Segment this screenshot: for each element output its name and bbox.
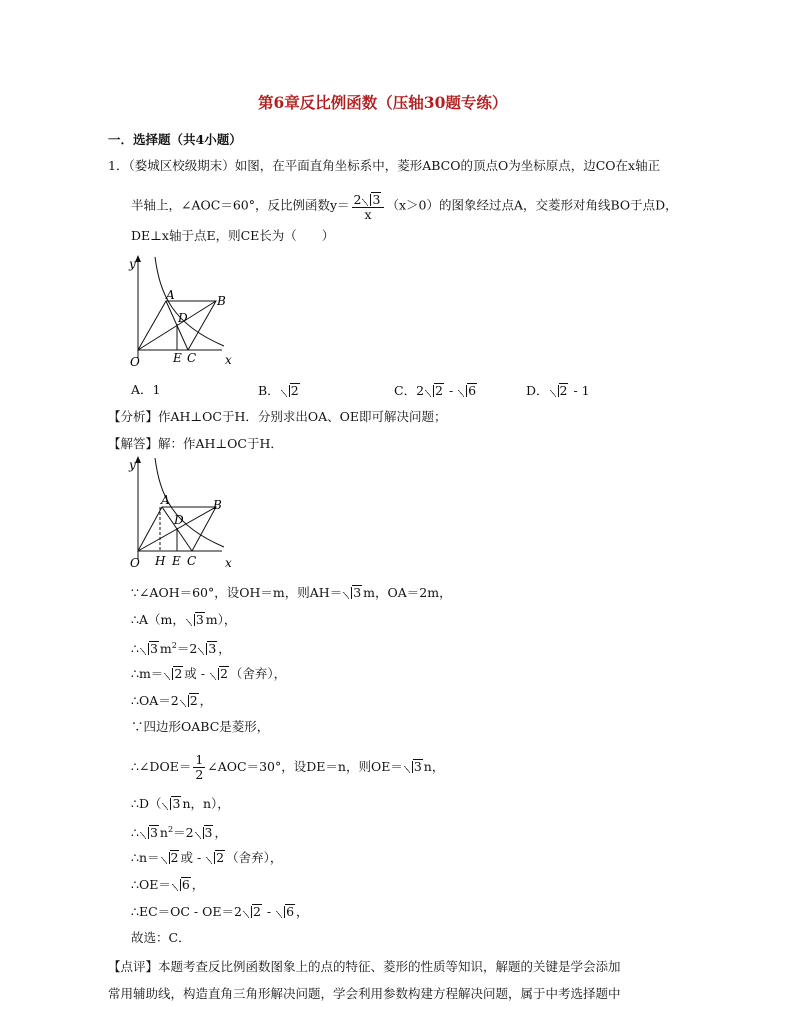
step-4: ∴m＝ 2 或 - 2 （舍弃），: [131, 666, 287, 681]
figure-rhombus-1: [124, 254, 239, 372]
analysis-text: 【分析】作AH⊥OC于H．分别求出OA、OE即可解决问题；: [108, 409, 447, 424]
fig1-label-x: x: [225, 353, 232, 367]
step-11: ∴OE＝ 6 ，: [131, 877, 205, 892]
function-fraction: $\frac{2 3}{x}$: [352, 190, 385, 222]
fig1-label-o: O: [130, 355, 140, 369]
step-7: ∴∠DOE＝ $\frac{1}{2}$ ∠AOC＝30°，设DE＝n，则OE＝ 3 n，: [131, 752, 445, 782]
comment-line-2: 常用辅助线，构造直角三角形解决问题，学会利用参数构建方程解决问题，属于中考选择题中: [108, 986, 621, 1001]
fig2-label-o: O: [130, 556, 140, 570]
choice-b: B． 2: [258, 383, 299, 398]
fig1-label-a: A: [166, 288, 175, 302]
fig2-label-y: y: [129, 458, 136, 472]
step-10: ∴n＝ 2 或 - 2 （舍弃），: [131, 850, 283, 865]
fig1-label-c: C: [187, 351, 197, 365]
fig1-label-d: D: [178, 311, 188, 325]
choice-d: D． 2 - 1: [526, 383, 590, 398]
fig2-label-c: C: [187, 554, 197, 568]
fig1-label-y: y: [129, 257, 136, 271]
fig2-label-a: A: [161, 493, 170, 507]
fig2-label-x: x: [225, 556, 232, 570]
fig1-label-b: B: [217, 294, 226, 308]
step-3: ∴ 3 $m^2=2$ 3 ，: [131, 641, 231, 657]
fig2-label-e: E: [172, 554, 181, 568]
step-1: ∵∠AOH＝60°，设OH＝m，则AH＝ 3 m，OA＝2m，: [131, 585, 452, 600]
question-line-2: 半轴上，∠AOC＝60°，反比例函数y＝ $\frac{2 3}{x}$ （x＞0）的图象经过点A，交菱形对角线BO于点D，: [131, 192, 678, 222]
question-line-3: DE⊥x轴于点E，则CE长为（ ）: [131, 228, 335, 243]
step-2: ∴A（m， 3 m），: [131, 612, 237, 627]
fig1-label-e: E: [173, 351, 182, 365]
page-title: 第6章反比例函数（压轴30题专练）: [258, 93, 508, 112]
question-line-1: 1．（婺城区校级期末）如图，在平面直角坐标系中，菱形ABCO的顶点O为坐标原点，边CO在x轴正: [108, 158, 661, 173]
step-13-answer: 故选：C．: [131, 930, 191, 945]
choice-a: A．1: [131, 382, 161, 397]
solution-intro: 【解答】解：作AH⊥OC于H．: [108, 436, 283, 451]
step-12: ∴EC＝OC - OE＝2 2 - 6 ，: [131, 904, 309, 919]
step-6: ∵四边形OABC是菱形，: [131, 719, 270, 734]
step-9: ∴ 3 $n^2=2$ 3 ，: [131, 825, 227, 841]
step-8: ∴D（ 3 n，n），: [131, 796, 230, 811]
section-heading: 一．选择题（共4小题）: [108, 132, 242, 147]
fig2-label-h: H: [155, 554, 166, 568]
half-fraction: $\frac{1}{2}$: [195, 752, 204, 782]
fig2-label-b: B: [213, 498, 222, 512]
choice-c: C．2 2 - 6: [394, 383, 477, 398]
fig2-label-d: D: [174, 513, 184, 527]
comment-line-1: 【点评】本题考查反比例函数图象上的点的特征、菱形的性质等知识，解题的关键是学会添加: [108, 959, 621, 974]
figure-rhombus-2: [124, 455, 239, 573]
step-5: ∴OA＝2 2 ，: [131, 693, 213, 708]
